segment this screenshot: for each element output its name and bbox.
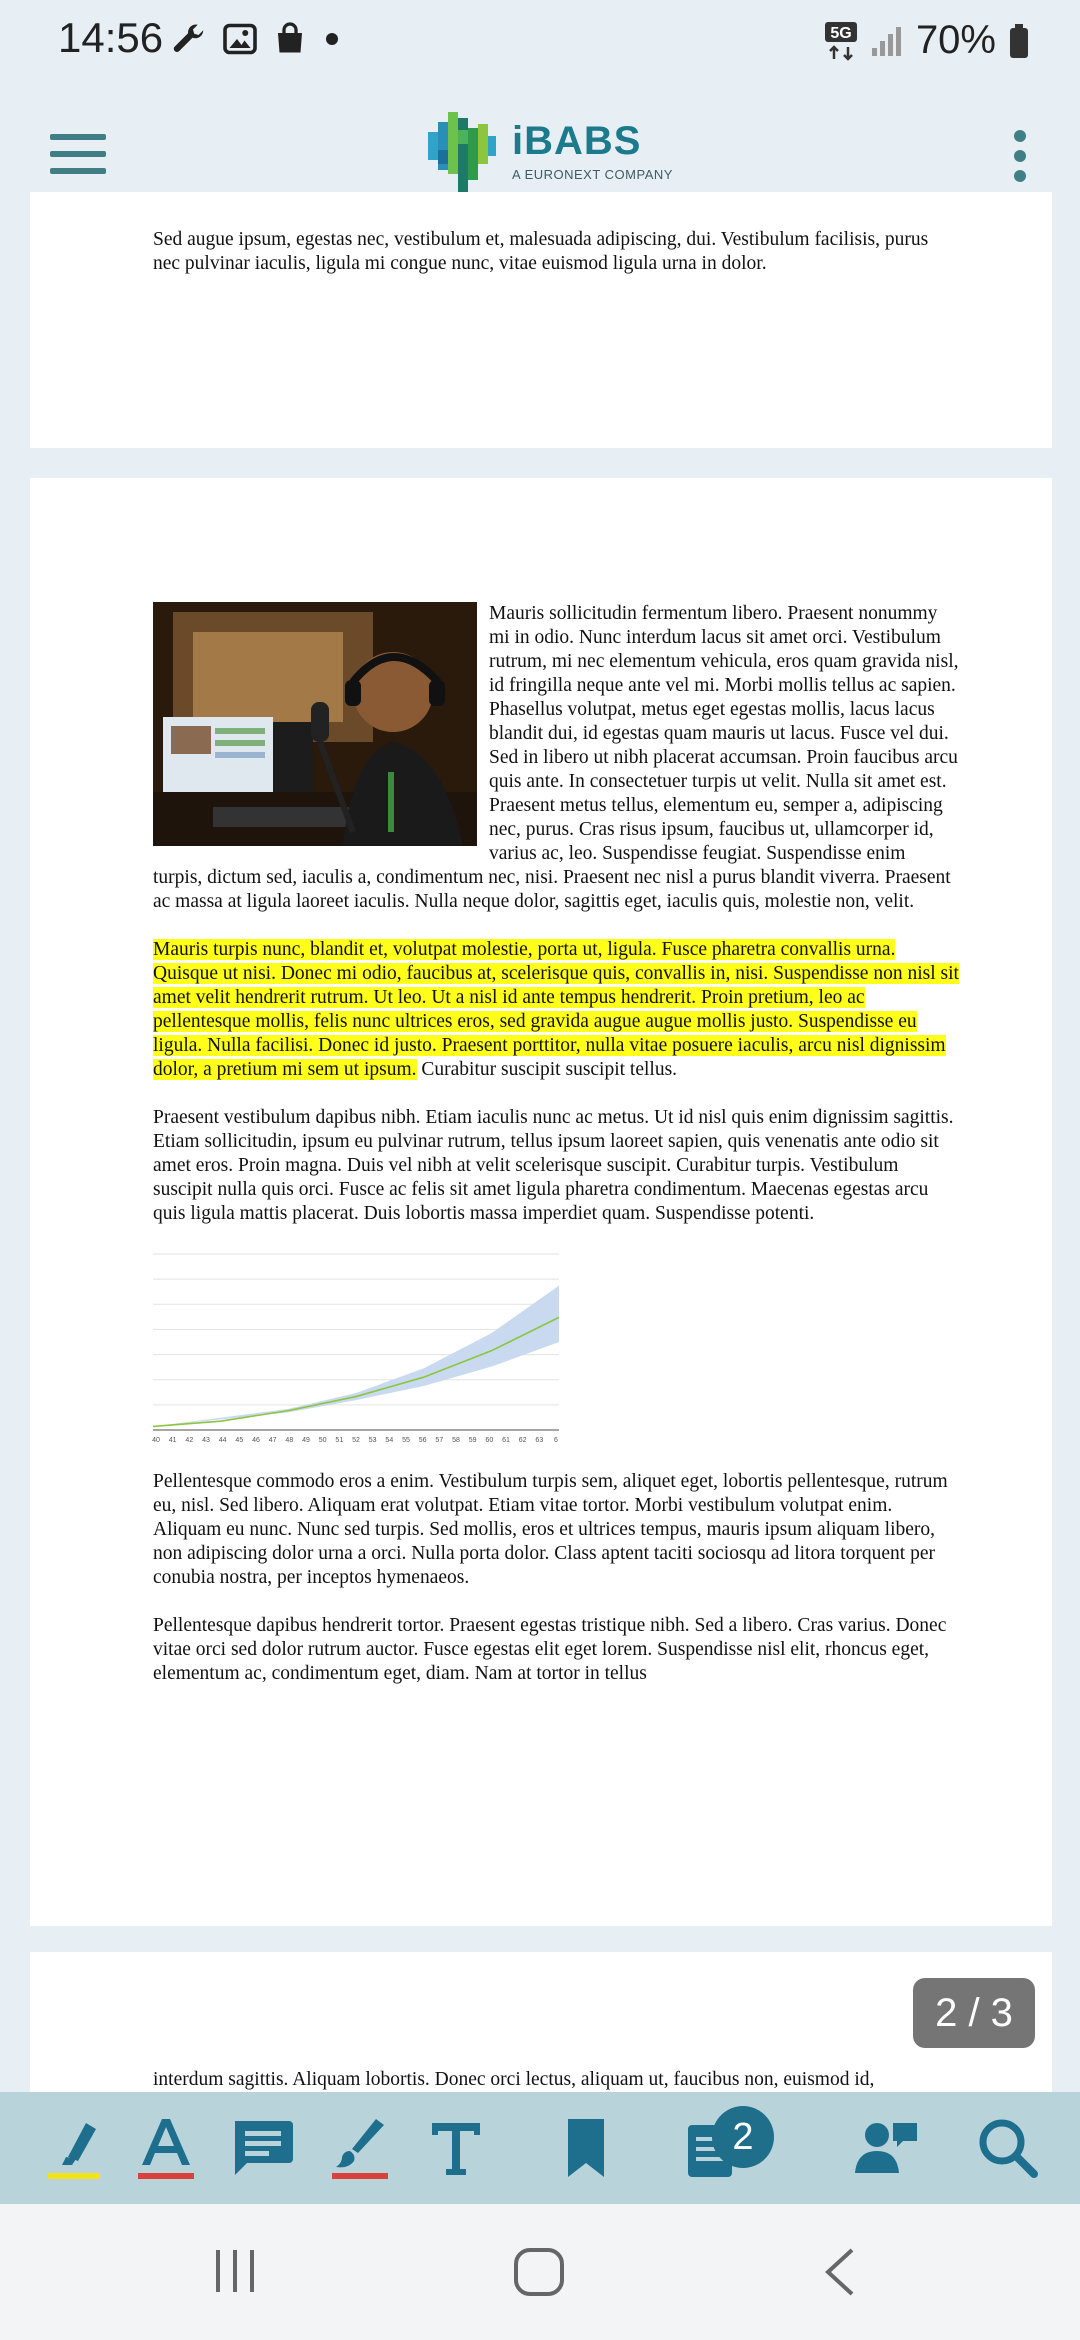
recent-apps-button[interactable] <box>210 2246 260 2301</box>
wrench-icon <box>170 20 208 58</box>
growth-chart <box>153 1250 563 1446</box>
more-options-button[interactable] <box>1014 130 1028 190</box>
home-icon <box>512 2246 568 2298</box>
back-button[interactable] <box>820 2246 860 2303</box>
share-tool[interactable] <box>836 2092 936 2204</box>
logo-title: iBABS <box>512 118 642 163</box>
status-time: 14:56 <box>58 14 164 61</box>
annotation-toolbar <box>0 2092 1080 2204</box>
chart-x-tick-label: 52 <box>352 1437 360 1444</box>
chart-x-tick-label: 53 <box>368 1437 377 1444</box>
shopping-bag-icon <box>272 21 308 57</box>
system-nav-bar <box>0 2204 1080 2340</box>
highlighter-tool[interactable] <box>24 2092 124 2204</box>
recent-apps-icon <box>210 2246 260 2296</box>
text-underline-icon <box>134 2113 198 2183</box>
bookmark-tool[interactable] <box>536 2092 636 2204</box>
chart-x-tick-label: 48 <box>285 1437 294 1444</box>
text-tool[interactable] <box>406 2092 506 2204</box>
status-right <box>824 18 1030 63</box>
battery-percent: 70% <box>915 18 996 62</box>
page2-paragraph-5: Pellentesque dapibus hendrerit tortor. Praesent egestas tristique nibh. Sed a libero. Cras varius. Donec vitae orci sed dolor rutrum auctor. Fusce egestas elit eget lorem. Suspendisse nisl elit, rhoncus eget, elementum ac, condimentum eget, diam. Nam at tortor in tellus <box>153 1615 947 1684</box>
chart-x-tick-label: 56 <box>418 1437 427 1444</box>
page2-paragraph-3: Praesent vestibulum dapibus nibh. Etiam iaculis nunc ac metus. Ut id nisl quis enim dignissim sagittis. Etiam sollicitudin, ipsum eu pulvinar rutrum, tellus ipsum laoreet sapien, quis venenatis ante odio sit amet eros. Proin magna. Duis vel nibh at velit scelerisque suscipit. Curabitur turpis. Vestibulum suscipit nulla quis orci. Fusce ac felis sit amet ligula pharetra condimentum. Maecenas egestas arcu quis ligula mattis placerat. Duis lobortis massa imperdiet quam. Suspendisse potenti. <box>153 1107 954 1224</box>
battery-icon <box>1008 23 1030 59</box>
chart-x-tick-label: 46 <box>252 1437 260 1444</box>
chart-x-tick-label: 44 <box>218 1437 227 1444</box>
chart-x-tick-label: 59 <box>468 1437 477 1444</box>
bookmark-icon <box>564 2115 608 2181</box>
brush-tool[interactable] <box>310 2092 410 2204</box>
chart-x-tick-label: 6 <box>554 1437 558 1444</box>
chart-x-tick-label: 61 <box>502 1437 510 1444</box>
document-page-1 <box>30 192 1052 448</box>
menu-button[interactable] <box>50 134 106 174</box>
status-icons-left <box>170 20 342 58</box>
chart-x-tick-label: 43 <box>202 1437 210 1444</box>
brush-icon <box>328 2113 392 2183</box>
home-button[interactable] <box>512 2246 568 2303</box>
comment-tool[interactable] <box>212 2092 312 2204</box>
document-viewer[interactable] <box>0 229 1080 2092</box>
comment-icon <box>229 2115 295 2181</box>
5g-icon <box>824 21 858 61</box>
menu-icon <box>50 134 106 140</box>
chart-x-tick-label: 47 <box>268 1437 277 1444</box>
kebab-icon <box>1014 130 1026 142</box>
chart-x-tick-label: 50 <box>318 1437 327 1444</box>
text-color-tool[interactable] <box>116 2092 216 2204</box>
highlighted-text[interactable]: Mauris turpis nunc, blandit et, volutpat molestie, porta ut, ligula. Fusce pharetra convallis urna. Quisque ut nisi. Donec mi odio, faucibus at, scelerisque quis, convallis in, nisi. Suspendisse non nisl sit amet velit hendrerit rutrum. Ut leo. Ut a nisl id ante tempus hendrerit. Proin pretium, leo ac pellentesque mollis, felis nunc ultrices eros, sed gravida augue augue mollis justo. Suspendisse eu ligula. Nulla facilisi. Donec id justo. Praesent porttitor, nulla vitae posuere iaculis, arcu nisl dignissim dolor, a pretium mi sem ut ipsum. <box>153 939 959 1080</box>
page-indicator: 2 / 3 <box>913 1978 1035 2048</box>
dot-icon <box>322 29 342 49</box>
chart-x-tick-label: 45 <box>235 1437 244 1444</box>
chart-x-tick-label: 55 <box>402 1437 410 1444</box>
search-icon <box>976 2116 1040 2180</box>
status-bar <box>0 0 1080 80</box>
person-share-icon <box>853 2115 919 2181</box>
chart-x-tick-label: 60 <box>485 1437 494 1444</box>
chart-x-tick-label: 41 <box>168 1437 177 1444</box>
highlighter-icon <box>42 2113 106 2183</box>
page1-text: Sed augue ipsum, egestas nec, vestibulum et, malesuada adipiscing, dui. Vestibulum facilisis, purus nec pulvinar iaculis, ligula mi congue nunc, vitae euismod ligula urna in dolor. <box>153 229 929 274</box>
back-icon <box>820 2246 860 2298</box>
chart-x-tick-label: 63 <box>535 1437 544 1444</box>
studio-photo-illustration <box>153 602 477 846</box>
chart-x-tick-label: 54 <box>385 1437 394 1444</box>
chart-x-tick-label: 51 <box>335 1437 344 1444</box>
chart-x-tick-label: 58 <box>452 1437 460 1444</box>
chart-x-tick-label: 57 <box>435 1437 444 1444</box>
chart-x-tick-label: 40 <box>152 1437 160 1444</box>
ibabs-logo <box>428 110 673 192</box>
chart-confidence-band <box>153 1286 559 1427</box>
paragraph-2-rest: Curabitur suscipit suscipit tellus. <box>421 1059 678 1080</box>
logo-subtitle: A EURONEXT COMPANY <box>512 166 673 182</box>
chart-x-tick-label: 49 <box>302 1437 310 1444</box>
chart-x-tick-label: 62 <box>518 1437 527 1444</box>
page2-paragraph-2 <box>153 938 959 1082</box>
page2-paragraph-1: Mauris sollicitudin fermentum libero. Praesent nonummy mi in odio. Nunc interdum lacus sit amet orci. Vestibulum rutrum, mi nec elementum vehicula, eros quam gravida nisl, id fringilla neque ante vel mi. Morbi mollis tellus ac sapien. Phasellus volutpat, metus eget egestas mollis, lacus lacus blandit dui, id egestas quam mauris ut lacus. Fusce vel dui. Sed in libero ut nibh placerat accumsan. Proin faucibus arcu quis ante. In consectetuer turpis ut velit. Nulla sit amet est. Praesent metus tellus, elementum eu, semper a, adipiscing nec, purus. Cras risus ipsum, faucibus ut, ullamcorper id, varius ac, leo. Suspendisse feugiat. Suspendisse enim turpis, dictum sed, iaculis a, condimentum nec, nisi. Praesent nec nisl a purus blandit viverra. Praesent ac massa at ligula laoreet iaculis. Nulla neque dolor, sagittis eget, iaculis quis, molestie non, velit. <box>153 603 959 912</box>
text-icon <box>426 2115 486 2181</box>
search-tool[interactable] <box>958 2092 1058 2204</box>
logo-mark-icon <box>428 110 498 192</box>
document-page-2 <box>30 478 1052 1926</box>
signal-icon <box>870 24 904 58</box>
studio-photo <box>153 602 477 846</box>
page2-paragraph-4: Pellentesque commodo eros a enim. Vestibulum turpis sem, aliquet eget, lobortis pellentesque, rutrum eu, nisl. Sed libero. Aliquam erat volutpat. Etiam vitae tortor. Morbi vestibulum volutpat enim. Aliquam eu nunc. Nunc sed turpis. Sed mollis, eros et ultrices tempus, mauris ipsum aliquam libero, non adipiscing dolor urna a orci. Nulla porta dolor. Class aptent taciti sociosqu ad litora torquent per conubia nostra, per inceptos hymenaeos. <box>153 1471 948 1588</box>
svg-text:5G: 5G <box>830 24 852 42</box>
chart-svg <box>153 1250 563 1446</box>
chart-x-tick-label: 42 <box>185 1437 194 1444</box>
image-icon <box>222 21 258 57</box>
notes-count-badge: 2 <box>712 2106 774 2168</box>
page3-text: interdum sagittis. Aliquam lobortis. Donec orci lectus, aliquam ut, faucibus non, euismod id, <box>153 2069 875 2090</box>
